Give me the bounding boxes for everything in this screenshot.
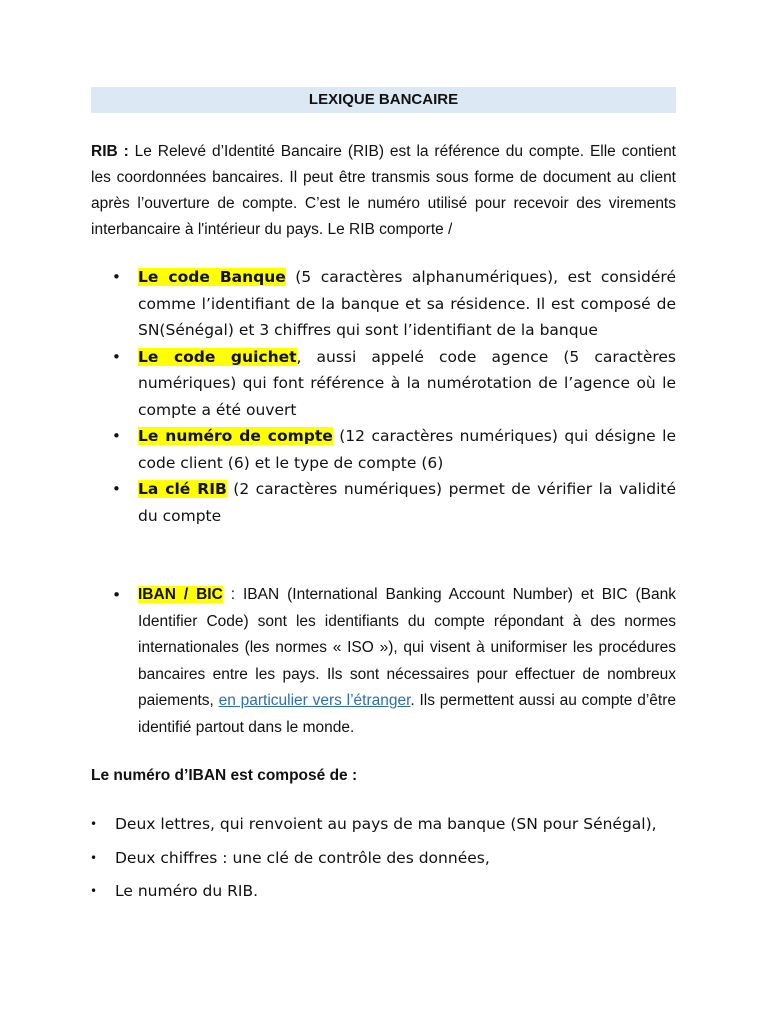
bullet-icon: • — [112, 268, 121, 286]
term-code-guichet: Le code guichet — [138, 347, 297, 366]
bullet-icon: • — [112, 480, 121, 498]
list-item — [0, 845, 768, 872]
item-text: Deux lettres, qui renvoient au pays de ma banque (SN pour Sénégal), — [115, 815, 657, 833]
iban-composition-heading: Le numéro d’IBAN est composé de : — [91, 767, 358, 784]
item-text: , aussi appelé code agence (5 caractères numériques) qui font référence à la numérotation de l’agence où le compte a été ouvert — [138, 347, 676, 419]
item-text: (5 caractères alphanumériques), est considéré comme l’identifiant de la banque et sa résidence. Il est composé de SN(Sénégal) et 3 chiffres qui sont l’identifiant de la banque — [138, 268, 677, 339]
bullet-icon: • — [112, 427, 121, 445]
term-code-banque: Le code Banque — [138, 268, 286, 286]
term-numero-compte: Le numéro de compte — [138, 427, 333, 445]
bullet-icon: • — [90, 850, 98, 865]
bullet-icon: • — [90, 884, 98, 898]
item-text: Deux chiffres : une clé de contrôle des données, — [115, 848, 490, 867]
list-item — [0, 264, 768, 344]
list-item — [0, 423, 768, 476]
bullet-icon: • — [112, 586, 122, 604]
rib-components-list — [0, 264, 768, 529]
bullet-icon: • — [90, 817, 98, 831]
item-text: (12 caractères numériques) qui désigne le code client (6) et le type de compte (6) — [138, 427, 676, 472]
rib-text: Le Relevé d’Identité Bancaire (RIB) est la référence du compte. Elle contient les coordonnées bancaires. Il peut être transmis sous forme de document au client après l’ouverture de compte. C’est le numéro utilisé pour recevoir des virements interbancaire à l'intérieur du pays. Le RIB comporte / — [91, 143, 676, 238]
document-title: LEXIQUE BANCAIRE — [91, 87, 676, 113]
rib-paragraph — [91, 139, 676, 243]
list-item — [0, 878, 768, 905]
item-text: (2 caractères numériques) permet de vérifier la validité du compte — [138, 480, 676, 525]
term-cle-rib: La clé RIB — [138, 480, 227, 498]
iban-text-before: : IBAN (International Banking Account Number) et BIC (Bank Identifier Code) sont les identifiants du compte répondant à des normes internationales (les normes « ISO »), qui visent à uniformiser les procédures bancaires entre les pays. Ils sont nécessaires pour effectuer de nombreux paiements, — [138, 586, 676, 709]
iban-text-after: . Ils permettent aussi au compte d’être identifié partout dans le monde. — [138, 692, 676, 736]
bullet-icon: • — [112, 347, 121, 366]
term-iban-bic: IBAN / BIC — [138, 586, 223, 603]
list-item — [0, 344, 768, 424]
rib-label: RIB : — [91, 143, 129, 160]
iban-bic-item — [0, 582, 768, 741]
list-item — [0, 811, 768, 838]
iban-composition-list — [0, 811, 768, 912]
list-item — [0, 476, 768, 529]
etranger-link[interactable]: en particulier vers l’étranger — [218, 692, 411, 709]
item-text: Le numéro du RIB. — [115, 882, 259, 900]
